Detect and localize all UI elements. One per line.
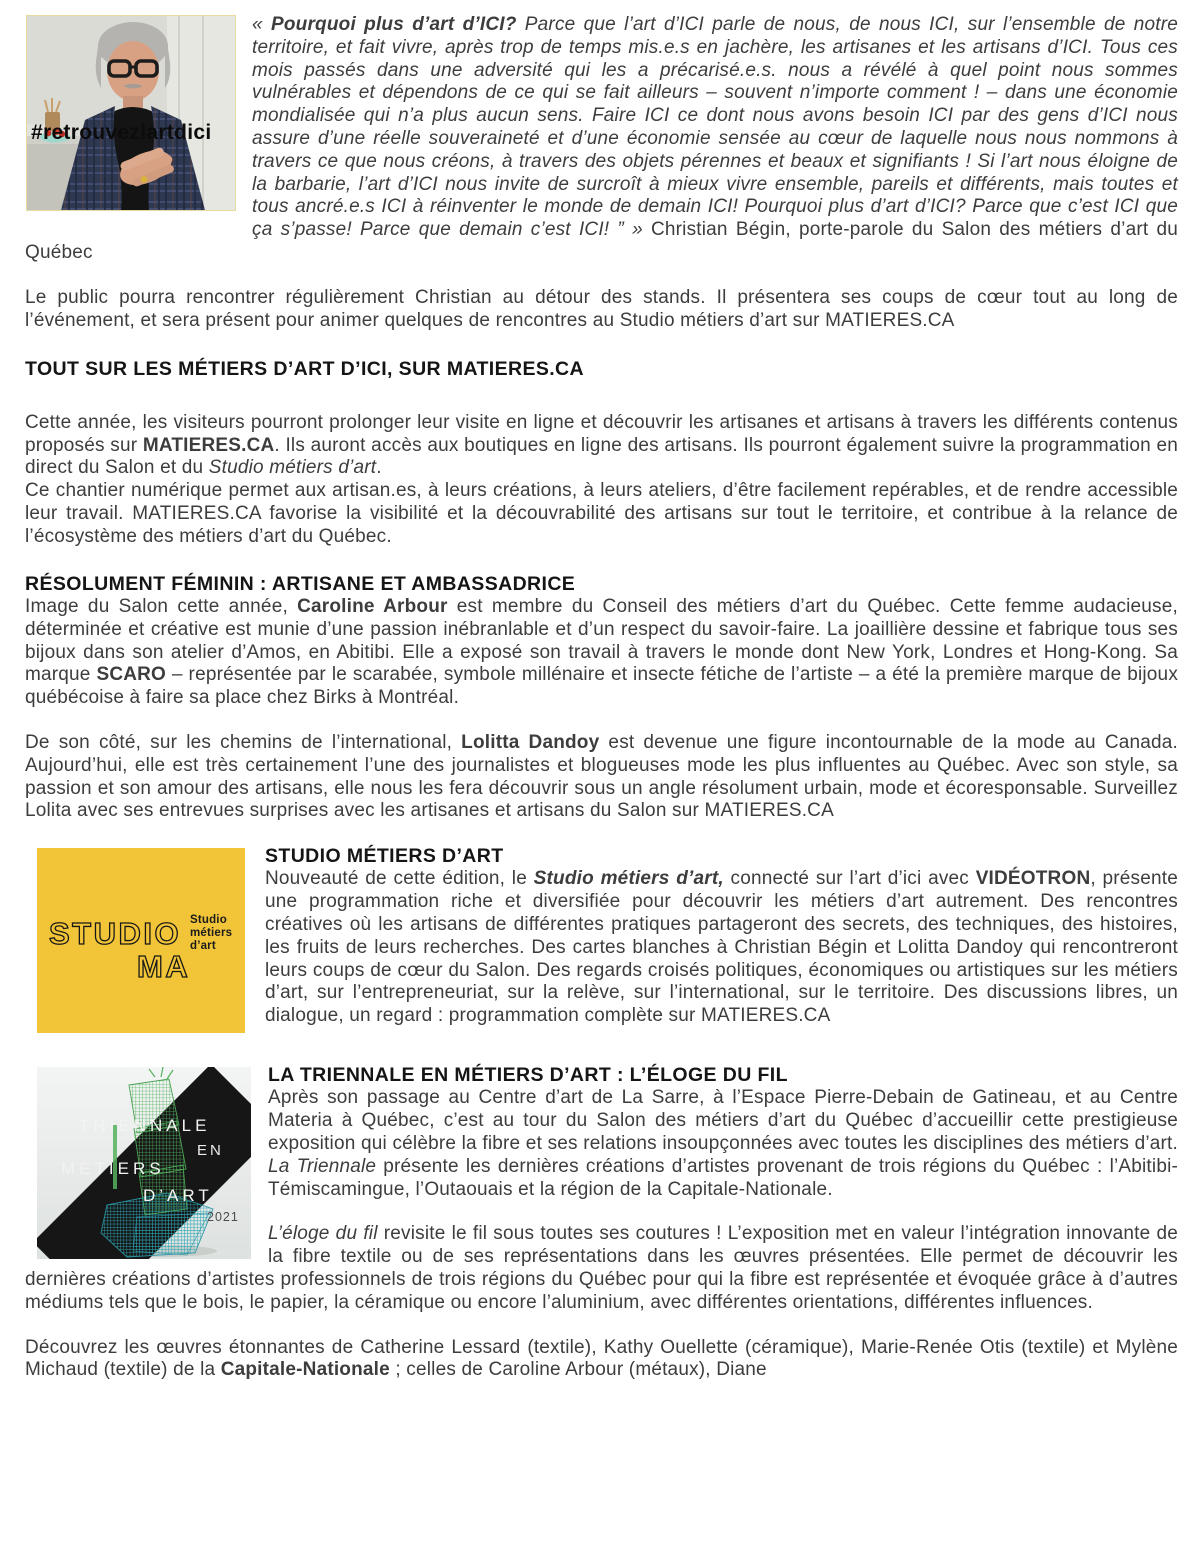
studio-logo-tagline-2: métiers <box>190 927 233 940</box>
heading-matieres: TOUT SUR LES MÉTIERS D’ART D’ICI, SUR MATIERES.CA <box>25 358 584 381</box>
studio-section <box>25 845 1178 1050</box>
studio-logo-word1: STUDIO <box>49 916 182 952</box>
studio-ma-logo-art <box>37 848 245 1033</box>
hero-section <box>25 14 1178 287</box>
face <box>107 41 159 101</box>
triennale-line-3: MÉTIERS <box>61 1159 165 1179</box>
paragraph-caroline-arbour: Image du Salon cette année, Caroline Arbour est membre du Conseil des métiers d’art du Québec. Cette femme audacieuse, déterminée et créative est munie d’une passion inébranlable et d’un respect du savoir-faire. La joaillière dessine et fabrique tous ses bijoux dans son atelier d’Amos, en Abitibi. Elle a exposé son travail à travers le monde dont New York, Londres et Hong-Kong. Sa marque SCARO – représentée par le scarabée, symbole millénaire et insecte fétiche de l’artiste – a été la première marque de bijoux québécoise à faire sa place chez Birks à Montréal. <box>25 595 1179 709</box>
studio-logo-tagline-3: d’art <box>190 940 216 953</box>
heading-feminin: RÉSOLUMENT FÉMININ : ARTISANE ET AMBASSADRICE <box>25 572 576 595</box>
opening-quote: « Pourquoi plus d’art d’ICI? Parce que l’art d’ICI parle de nous, de nous ICI, sur l’ensemble de notre territoire, et fait vivre, après trop de temps mis.e.s en jachère, les artisanes et les artisans d’ICI. Tous ces mois passés dans une adversité qui les a précarisé.e.s. nous a révélé à quel point nous sommes vulnérables et dépendons de ce qui se fait ailleurs – souvent n’importe comment ! – dans une économie mondialisée qui n’a plus aucun sens. Faire ICI ce dont nous avons besoin ICI par des gens d’ICI nous assure d’une réelle souveraineté et d’une économie sensée au cœur de laquelle nous nous nommons à travers ce que nous créons, à travers des objets pérennes et beaux et signifiants ! Si l’art nous éloigne de la barbarie, l’art d’ICI nous invite de surcroît à mieux vivre ensemble, pareils et différents, mais toutes et tous ancré.e.s ICI à réinventer le monde de demain ICI! Pourquoi plus d’art d’ICI? Parce que c’est ICI que ça s’passe! Parce que demain c’est ICI! ” » Christian Bégin, porte-parole du Salon des métiers d’art du Québec <box>25 14 1178 263</box>
paragraph-triennale: Après son passage au Centre d’art de La Sarre, à l’Espace Pierre-Debain de Gatineau, et au Centre Materia à Québec, c’est au tour du Salon des métiers d’art du Québec d’accueillir cette prestigieuse exposition qui célèbre la fibre et ses relations insoupçonnées avec toutes les disciplines des métiers d’art. La Triennale présente les dernières créations d’artistes provenant de trois régions du Québec : l’Abitibi-Témiscamingue, l’Outaouais et la région de la Capitale-Nationale. <box>268 1087 1179 1200</box>
triennale-line-1: TRIENNALE <box>79 1116 211 1136</box>
triennale-line-2: EN <box>197 1142 224 1160</box>
photo-hashtag-overlay: #retrouvezlartdici <box>31 121 212 144</box>
triennale-year: 2021 <box>207 1210 239 1225</box>
triennale-logo <box>37 1067 251 1259</box>
triennale-line-4: D’ART <box>143 1186 213 1206</box>
studio-ma-logo <box>37 848 245 1033</box>
paragraph-lolitta-dandoy: De son côté, sur les chemins de l’international, Lolitta Dandoy est devenue une figure incontournable de la mode au Canada. Aujourd’hui, elle est très certainement l’une des journalistes et blogueuses mode les plus influentes au Québec. Avec son style, sa passion et son amour des artisans, elle nous les fera découvrir sous un angle résolument urbain, mode et écoresponsable. Surveillez Lolita avec ses entrevues surprises avec les artisanes et artisans du Salon sur MATIERES.CA <box>25 731 1178 822</box>
paragraph-public: Le public pourra rencontrer régulièrement Christian au détour des stands. Il présentera ses coups de cœur tout au long de l’événement, et sera présent pour animer quelques de rencontres au Studio métiers d’art sur MATIERES.CA <box>25 286 1178 331</box>
triennale-logo-art <box>37 1067 251 1259</box>
christian-begin-photo <box>27 16 235 210</box>
heading-triennale: LA TRIENNALE EN MÉTIERS D’ART : L’ÉLOGE DU FIL <box>268 1064 788 1087</box>
paragraph-decouvrez: Découvrez les œuvres étonnantes de Catherine Lessard (textile), Kathy Ouellette (céramique), Marie-Renée Otis (textile) et Mylène Michaud (textile) de la Capitale-Nationale ; celles de Caroline Arbour (métaux), Diane <box>25 1336 1178 1381</box>
paragraph-eloge-du-fil: L’éloge du fil revisite le fil sous toutes ses coutures ! L’exposition met en valeur l’intégration innovante de la fibre textile ou de ses représentations dans les œuvres présentées. Elle permet de découvrir les dernières créations d’artistes professionnels de trois régions du Québec pour qui la fibre est représentée et évoquée grâce à d’autres médiums tels que le bois, le papier, la céramique ou encore l’aluminium, avec différentes orientations, différentes influences. <box>25 1223 1178 1313</box>
studio-logo-tagline-1: Studio <box>190 914 227 927</box>
christian-begin-photo-illustration <box>27 16 235 210</box>
paragraph-matieres: Cette année, les visiteurs pourront prolonger leur visite en ligne et découvrir les artisanes et artisans à travers les différents contenus proposés sur MATIERES.CA. Ils auront accès aux boutiques en ligne des artisans. Ils pourront également suivre la programmation en direct du Salon et du Studio métiers d’art. Ce chantier numérique permet aux artisan.es, à leurs créations, à leurs ateliers, d’être facilement repérables, et de rendre accessible leur travail. MATIERES.CA favorise la visibilité et la découvrabilité des artisans sur tout le territoire, et contribue à la relance de l’écosystème des métiers d’art du Québec. <box>25 411 1178 547</box>
heading-studio: STUDIO MÉTIERS D’ART <box>265 845 504 868</box>
studio-logo-word2: MA <box>137 949 191 985</box>
triennale-section <box>25 1064 1178 1315</box>
paragraph-studio: Nouveauté de cette édition, le Studio métiers d’art, connecté sur l’art d’ici avec VIDÉOTRON, présente une programmation riche et diversifiée pour découvrir les métiers d’art autrement. Des rencontres créatives où les artisans de différentes pratiques partageront des secrets, des techniques, des histoires, les fruits de leurs recherches. Des cartes blanches à Christian Bégin et Lolitta Dandoy qui rencontreront leurs coups de cœur du Salon. Des regards croisés politiques, économiques ou artistiques sur les métiers d’art, sur l’entrepreneuriat, sur la relève, sur l’international, sur le territoire. Des discussions libres, un dialogue, un regard : programmation complète sur MATIERES.CA <box>265 868 1178 1027</box>
